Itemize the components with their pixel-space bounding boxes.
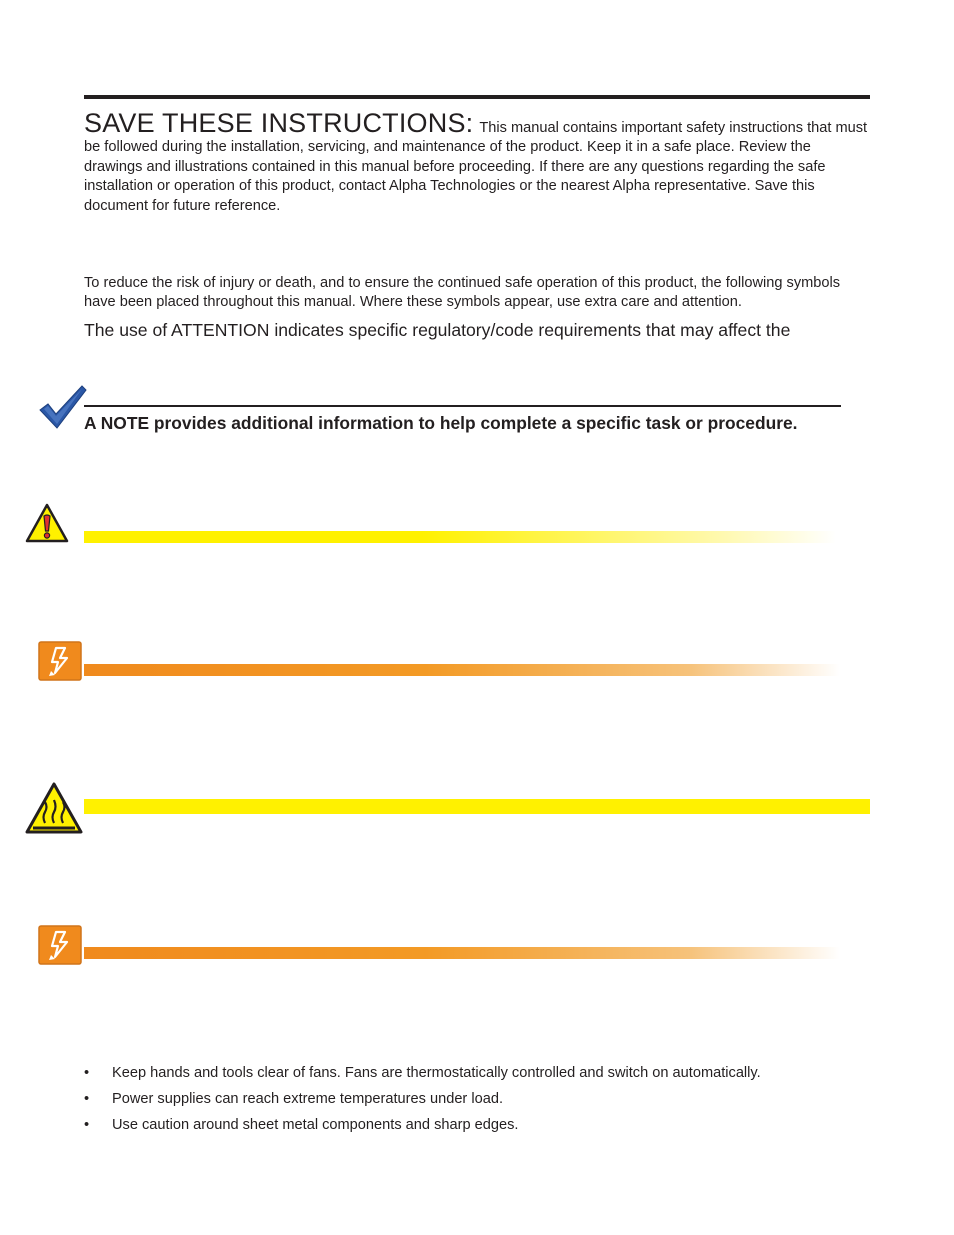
caution-exclamation-icon — [25, 503, 69, 543]
hot-bar — [84, 799, 870, 814]
note-paragraph: A NOTE provides additional information to help complete a specific task or procedure. — [84, 413, 798, 433]
danger-bar — [84, 947, 840, 959]
symbols-paragraph: To reduce the risk of injury or death, and to ensure the continued safe operation of this product, the following symbols have been placed throughout this manual. Where these symbols appear, use extra care and attention. — [84, 275, 841, 311]
warning-bar — [84, 664, 840, 676]
safety-bullet-list — [84, 1064, 864, 1142]
attention-paragraph: The use of ATTENTION indicates specific regulatory/code requirements that may affect the — [84, 320, 791, 340]
intro-paragraph — [84, 108, 870, 216]
top-rule — [84, 95, 870, 99]
caution-bar — [84, 531, 836, 543]
intro-heading: SAVE THESE INSTRUCTIONS: — [84, 108, 474, 138]
electrical-hazard-icon — [38, 925, 82, 965]
hot-surface-icon — [25, 782, 83, 834]
note-rule — [84, 405, 841, 407]
checkmark-icon — [38, 382, 88, 430]
electrical-hazard-icon — [38, 641, 82, 681]
list-item: • Use caution around sheet metal components and sharp edges. — [84, 1116, 864, 1135]
intro-body: This manual contains important safety instructions that must be followed during the installation, servicing, and maintenance of the product. Keep it in a safe place. Review the drawings and illustrations contained in this manual before proceeding. If there are any questions regarding the safe installation or operation of this product, contact Alpha Technologies or the nearest Alpha representative. Save this document for future reference. — [84, 120, 868, 214]
list-item: • Power supplies can reach extreme temperatures under load. — [84, 1090, 864, 1109]
list-item: • Keep hands and tools clear of fans. Fans are thermostatically controlled and switch on automatically. — [84, 1064, 864, 1083]
